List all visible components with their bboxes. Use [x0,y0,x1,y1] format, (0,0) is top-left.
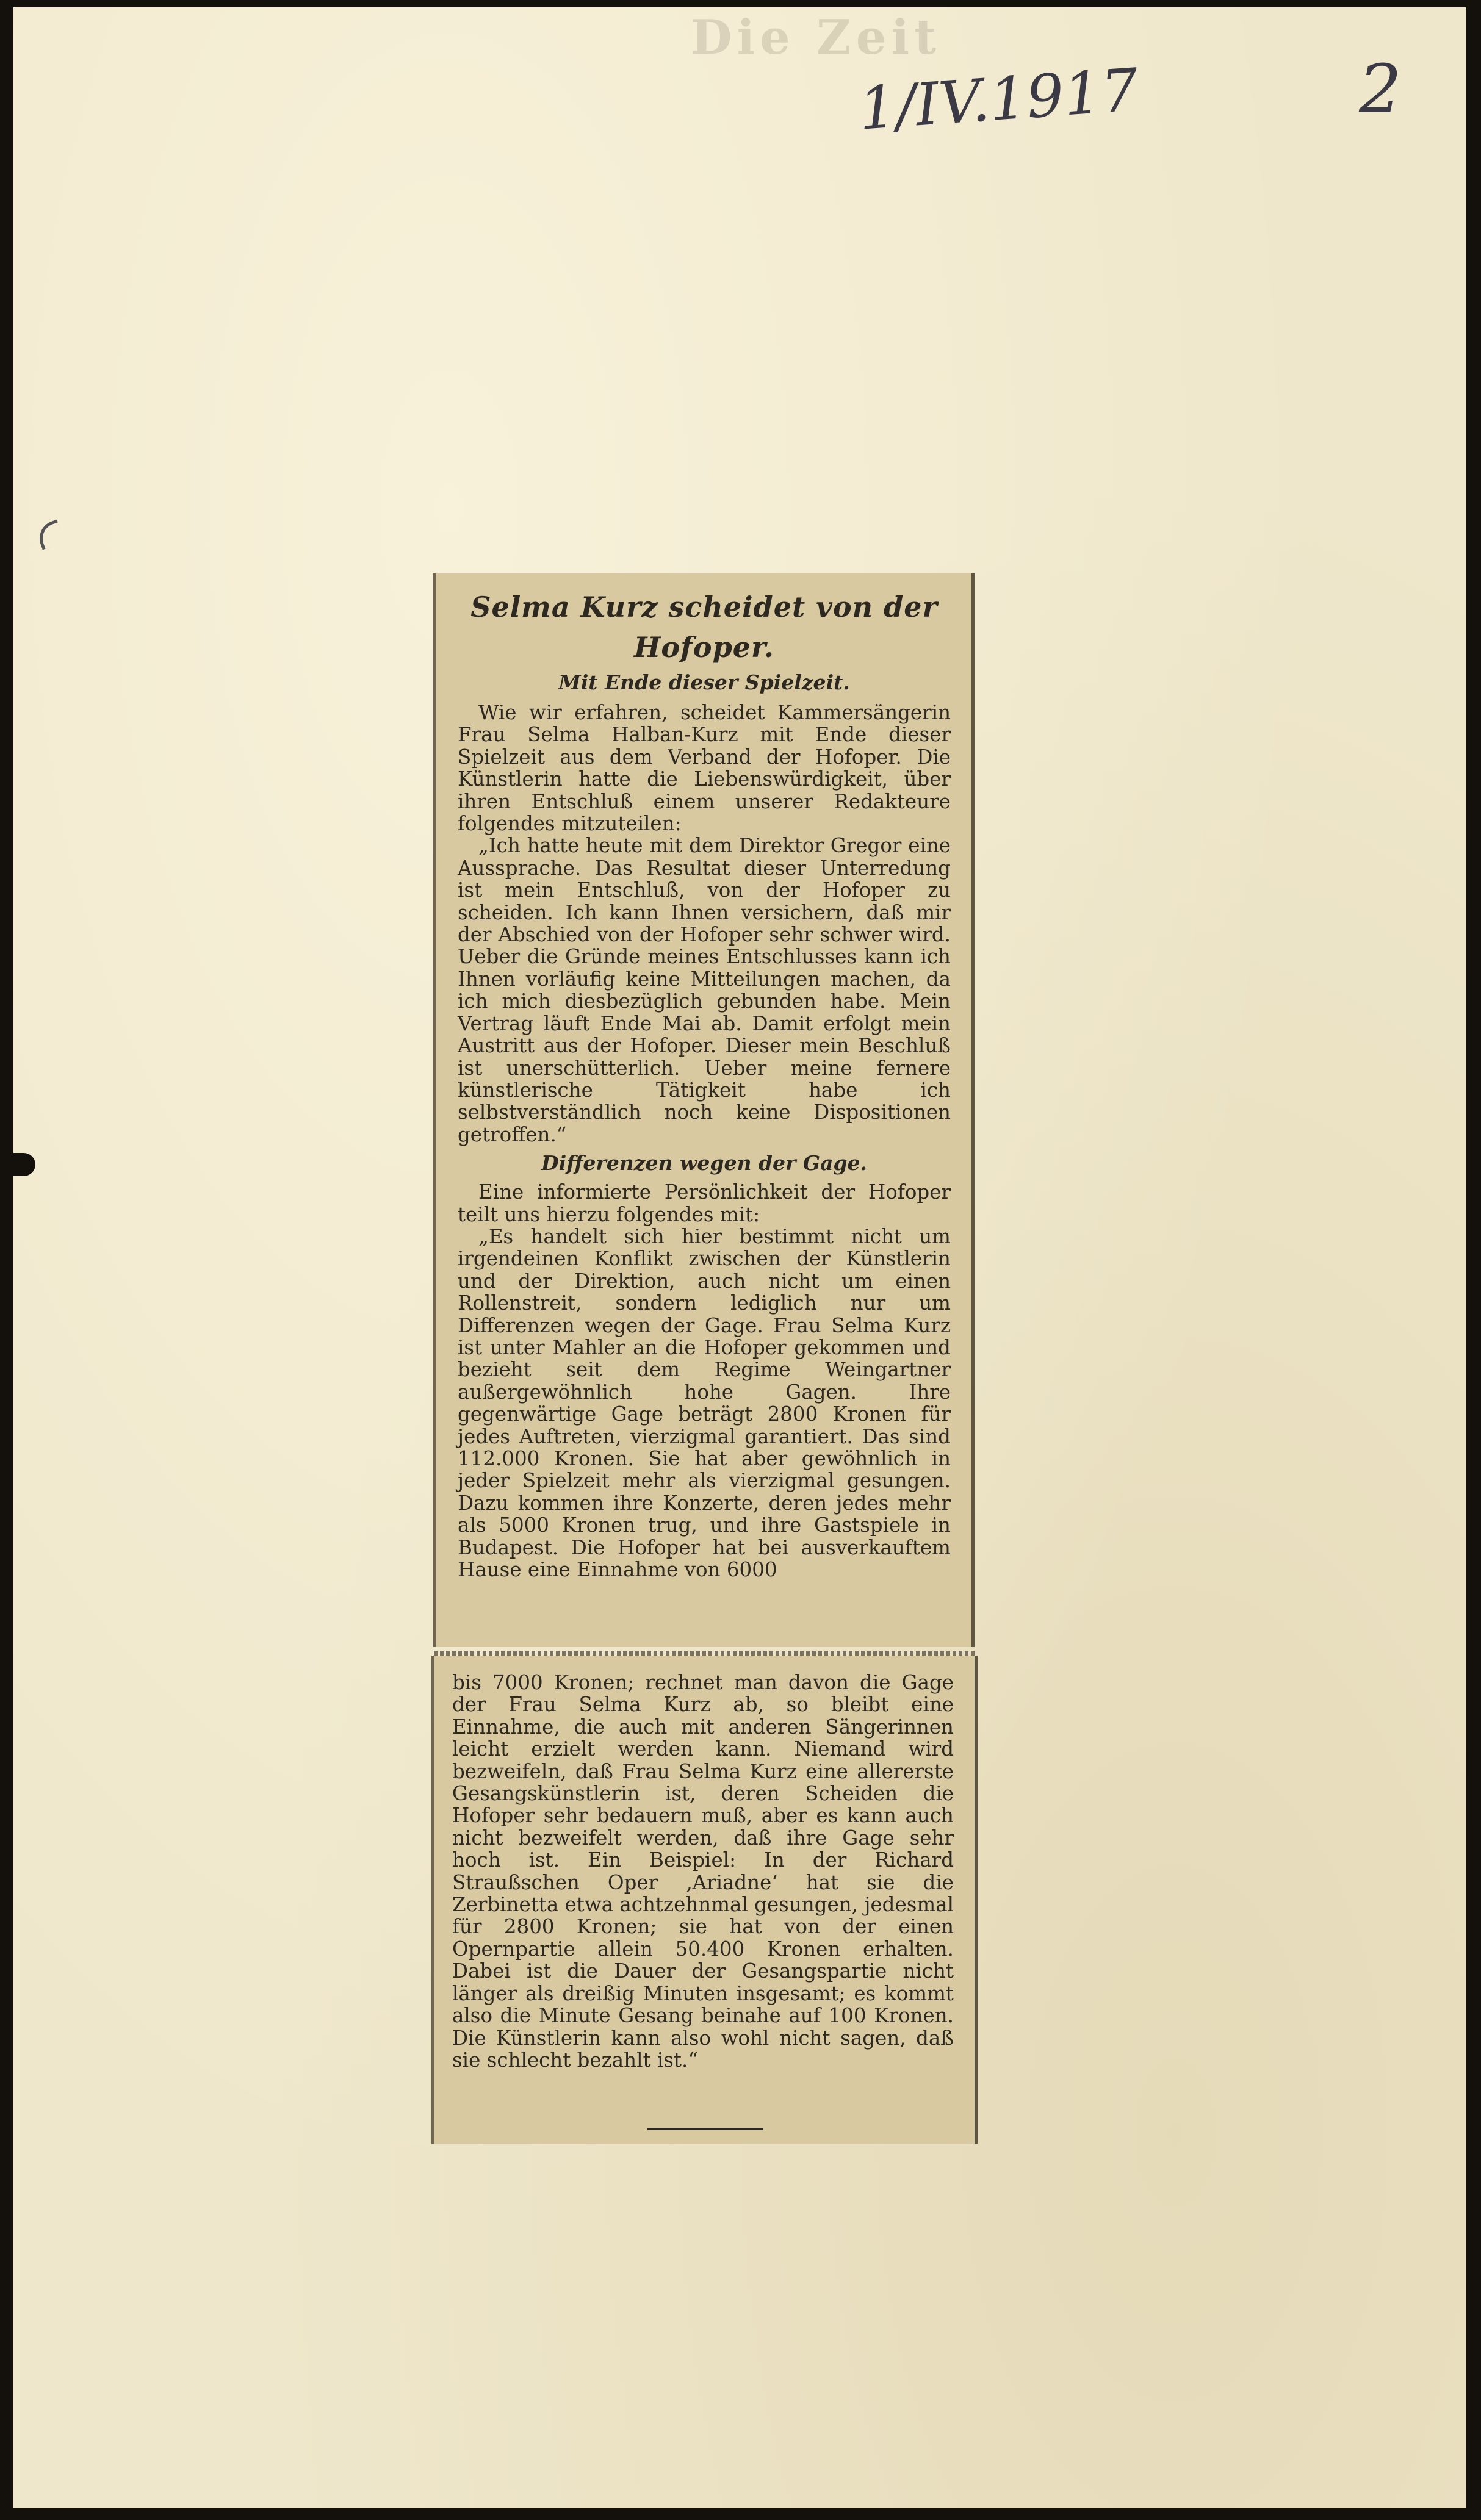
torn-edge [0,1153,35,1176]
handwritten-page-number: 2 [1359,50,1402,128]
article-body-2 [458,1181,951,1581]
article-body [458,702,951,1146]
archive-sheet [13,7,1466,2508]
article-paragraph: bis 7000 Kronen; rechnet man davon die Gage der Frau Selma Kurz ab, so bleibt eine Einnahme, die auch mit anderen Sängerinnen leicht erzielt werden kann. Niemand wird bezweifeln, daß Frau Selma Kurz eine allererste Gesangskünstlerin ist, deren Scheiden die Hofoper sehr bedauern muß, aber es kann auch nicht bezweifelt werden, daß ihre Gage sehr hoch ist. Ein Beispiel: In der Richard Straußschen Oper ‚Ariadne‘ hat sie die Zerbinetta etwa achtzehnmal gesungen, jedesmal für 2800 Kronen; sie hat von der einen Opernpartie allein 50.400 Kronen erhalten. Dabei ist die Dauer der Gesangspartie nicht länger als dreißig Minuten insgesamt; es kommt also die Minute Gesang beinahe auf 100 Kronen. Die Künstlerin kann also wohl nicht sagen, daß sie schlecht bezahlt ist.“ [452,1671,954,2072]
handwritten-date: 1/IV.1917 [856,56,1141,143]
article-paragraph: Wie wir erfahren, scheidet Kammersängerin Frau Selma Halban-Kurz mit Ende dieser Spielzeit aus dem Verband der Hofoper. Die Künstlerin hatte die Liebenswürdigkeit, über ihren Entschluß einem unserer Redakteure folgendes mitzuteilen: [458,701,951,836]
article-subheading: Mit Ende dieser Spielzeit. [558,670,850,694]
pencil-mark-icon [35,520,65,550]
article-paragraph: Eine informierte Persönlichkeit der Hofoper teilt uns hierzu folgendes mit: [458,1180,951,1226]
newspaper-stamp: Die Zeit [690,10,942,65]
end-rule [647,2128,763,2130]
article-subheading-2: Differenzen wegen der Gage. [541,1151,868,1176]
newspaper-clipping-part-2 [431,1656,978,2144]
perforated-edge [434,1651,975,1656]
article-paragraph: „Es handelt sich hier bestimmt nicht um irgendeinen Konflikt zwischen der Künstlerin und der Direktion, auch nicht um einen Rollenstreit, sondern lediglich nur um Differenzen wegen der Gage. Frau Selma Kurz ist unter Mahler an die Hofoper gekommen und bezieht seit dem Regime Weingartner außergewöhnlich hohe Gagen. Ihre gegenwärtige Gage beträgt 2800 Kronen für jedes Auftreten, vierzigmal garantiert. Das sind 112.000 Kronen. Sie hat aber gewöhnlich in jeder Spielzeit mehr als vierzigmal gesungen. Dazu kommen ihre Konzerte, deren jedes mehr als 5000 Kronen trug, und ihre Gastspiele in Budapest. Die Hofoper hat bei ausverkauftem Hause eine Einnahme von 6000 [458,1224,951,1582]
article-paragraph: „Ich hatte heute mit dem Direktor Gregor eine Aussprache. Das Resultat dieser Unterredung ist mein Entschluß, von der Hofoper zu scheiden. Ich kann Ihnen versichern, daß mir der Abschied von der Hofoper sehr schwer wird. Ueber die Gründe meines Entschlusses kann ich Ihnen vorläufig keine Mitteilungen machen, da ich mich diesbezüglich gebunden habe. Mein Vertrag läuft Ende Mai ab. Damit erfolgt mein Austritt aus der Hofoper. Dieser mein Beschluß ist unerschütterlich. Ueber meine fernere künstlerische Tätigkeit habe ich selbstverständlich noch keine Dispositionen getroffen.“ [458,834,951,1146]
article-headline: Selma Kurz scheidet von der Hofoper. [470,591,938,664]
newspaper-clipping-part-1 [433,573,975,1647]
article-continuation [452,1671,954,2071]
